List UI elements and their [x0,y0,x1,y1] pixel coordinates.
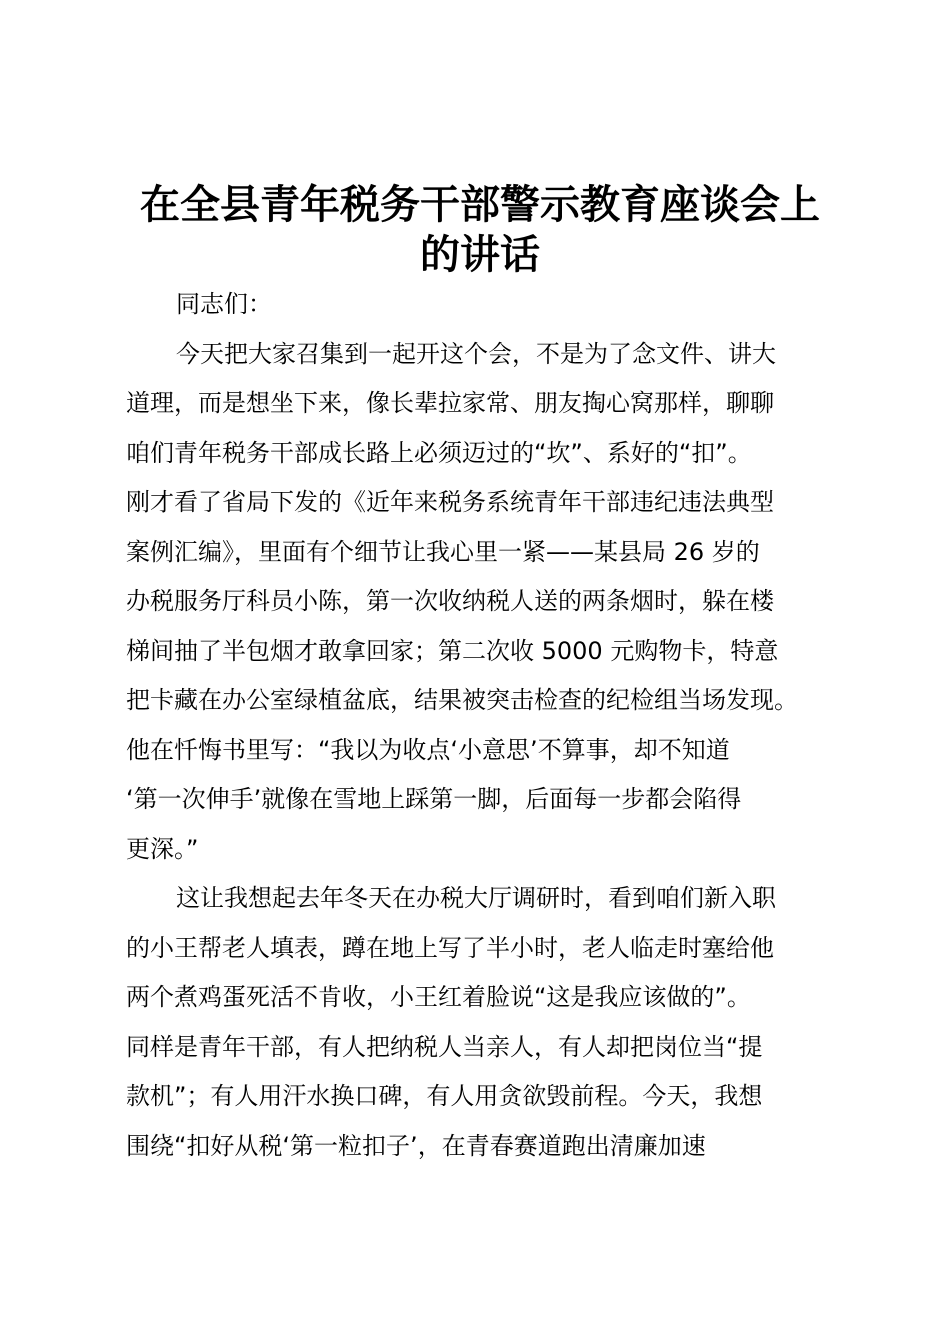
paragraph-line: 同样是青年干部，有人把纳税人当亲人，有人却把岗位当“提 [126,1032,763,1061]
paragraph-line: 咱们青年税务干部成长路上必须迈过的“坎”、系好的“扣”。 [126,438,752,467]
paragraph-1 [126,330,834,875]
paragraph-line: 把卡藏在办公室绿植盆底，结果被突击检查的纪检组当场发现。 [126,686,798,714]
paragraph-line: 两个煮鸡蛋死活不肯收，小王红着脸说“这是我应该做的”。 [126,983,751,1011]
document-title [126,180,834,280]
paragraph-line: 今天把大家召集到一起开这个会，不是为了念文件、讲大 [176,339,776,368]
salutation: 同志们： [176,290,272,318]
paragraph-line: 他在忏悔书里写：“我以为收点‘小意思’不算事，却不知道 [126,735,730,764]
paragraph-line: 案例汇编》，里面有个细节让我心里一紧——某县局 26 岁的 [126,537,760,566]
document-page [126,180,834,1171]
title-line: 的讲话 [420,232,540,278]
title-line: 在全县青年税务干部警示教育座谈会上 [140,182,820,228]
paragraph-line: 这让我想起去年冬天在办税大厅调研时，看到咱们新入职 [176,884,776,912]
paragraph-line: 刚才看了省局下发的《近年来税务系统青年干部违纪违法典型 [126,488,774,516]
paragraph-line: ‘第一次伸手’就像在雪地上踩第一脚，后面每一步都会陷得 [126,785,742,813]
paragraph-line: 梯间抽了半包烟才敢拿回家；第二次收 5000 元购物卡，特意 [126,636,779,665]
paragraph-line: 的小王帮老人填表，蹲在地上写了半小时，老人临走时塞给他 [126,933,774,962]
paragraph-line: 办税服务厅科员小陈，第一次收纳税人送的两条烟时，躲在楼 [126,587,774,615]
paragraph-line: 围绕“扣好从税‘第一粒扣子’，在青春赛道跑出清廉加速 [126,1131,706,1160]
paragraph-line: 款机”；有人用汗水换口碑，有人用贪欲毁前程。今天，我想 [126,1082,763,1110]
paragraph-line: 道理，而是想坐下来，像长辈拉家常、朋友掏心窝那样，聊聊 [126,389,774,417]
paragraph-line: 更深。” [126,834,199,863]
paragraph-2 [126,874,834,1171]
document-body [126,280,834,1171]
